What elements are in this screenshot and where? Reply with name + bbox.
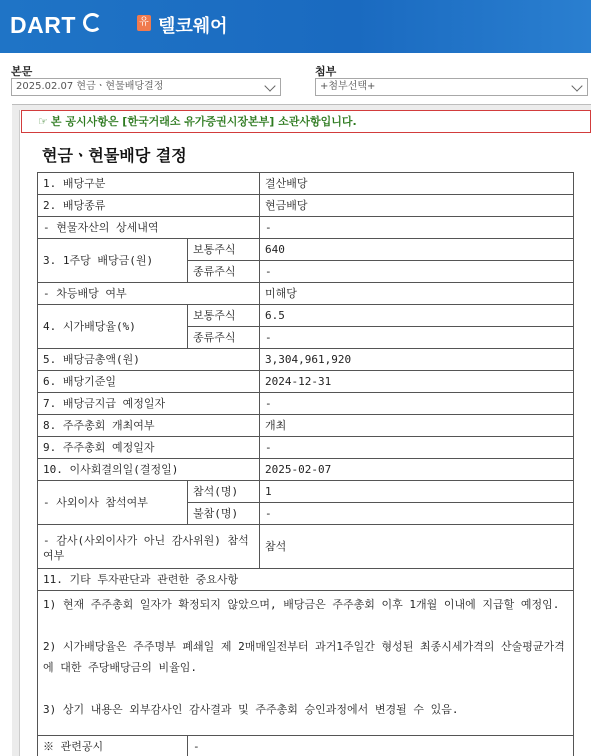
row-label: 7. 배당금지급 예정일자 xyxy=(38,393,260,415)
note-item: 2) 시가배당율은 주주명부 폐쇄일 제 2매매일전부터 과거1주일간 형성된 최종시세가격의 산술평균가격에 대한 주당배당금의 비율임. xyxy=(43,640,565,674)
row-value: - xyxy=(260,327,574,349)
notes-cell xyxy=(38,591,574,736)
table-row xyxy=(38,305,574,327)
row-value: 640 xyxy=(260,239,574,261)
jurisdiction-notice xyxy=(21,110,591,133)
table-row xyxy=(38,371,574,393)
row-value: 개최 xyxy=(260,415,574,437)
row-value: 6.5 xyxy=(260,305,574,327)
market-badge: 유 xyxy=(137,15,151,31)
row-value: - xyxy=(260,503,574,525)
notice-text: 본 공시사항은 [한국거래소 유가증권시장본부] 소관사항입니다. xyxy=(50,115,357,128)
row-sublabel: 보통주식 xyxy=(188,305,260,327)
table-row xyxy=(38,437,574,459)
table-row xyxy=(38,459,574,481)
table-row xyxy=(38,393,574,415)
table-row xyxy=(38,525,574,569)
attach-select-label: 첨부 xyxy=(315,65,337,78)
pointing-hand-icon: ☞ xyxy=(38,115,48,128)
row-value: 2024-12-31 xyxy=(260,371,574,393)
note-item: 1) 현재 주주총회 일자가 확정되지 않았으며, 배당금은 주주총회 이후 1개월 이내에 지급할 예정임. xyxy=(43,598,560,611)
row-value: 1 xyxy=(260,481,574,503)
row-label: ※ 관련공시 xyxy=(38,736,188,756)
row-value: - xyxy=(188,736,574,756)
table-row xyxy=(38,173,574,195)
row-label: - 감사(사외이사가 아닌 감사위원) 참석여부 xyxy=(38,525,260,569)
row-sublabel: 참석(명) xyxy=(188,481,260,503)
table-row xyxy=(38,217,574,239)
row-label: - 사외이사 참석여부 xyxy=(38,481,188,525)
attach-select-value: +첨부선택+ xyxy=(320,81,376,92)
row-label: 2. 배당종류 xyxy=(38,195,260,217)
top-bar xyxy=(0,0,591,53)
row-sublabel: 종류주식 xyxy=(188,261,260,283)
disclosure-table xyxy=(37,172,574,756)
row-value: - xyxy=(260,393,574,415)
table-row xyxy=(38,591,574,736)
row-value: 3,304,961,920 xyxy=(260,349,574,371)
table-row xyxy=(38,195,574,217)
dart-logo-mark-icon xyxy=(83,13,102,32)
row-label: 5. 배당금총액(원) xyxy=(38,349,260,371)
chevron-down-icon xyxy=(264,80,275,91)
table-row xyxy=(38,569,574,591)
page-title: 현금ㆍ현물배당 결정 xyxy=(42,146,187,165)
main-document-select[interactable] xyxy=(11,78,281,96)
row-value: - xyxy=(260,437,574,459)
main-select-label: 본문 xyxy=(11,65,33,78)
row-value: 참석 xyxy=(260,525,574,569)
row-label: - 현물자산의 상세내역 xyxy=(38,217,260,239)
row-label: 6. 배당기준일 xyxy=(38,371,260,393)
company-name[interactable]: 텔코웨어 xyxy=(158,16,228,37)
row-value: 미해당 xyxy=(260,283,574,305)
row-label: 8. 주주총회 개최여부 xyxy=(38,415,260,437)
row-label: 1. 배당구분 xyxy=(38,173,260,195)
row-label: 3. 1주당 배당금(원) xyxy=(38,239,188,283)
note-item: 3) 상기 내용은 외부감사인 감사결과 및 주주총회 승인과정에서 변경될 수 있음. xyxy=(43,703,459,716)
row-label: 10. 이사회결의일(결정일) xyxy=(38,459,260,481)
table-row xyxy=(38,239,574,261)
table-row xyxy=(38,349,574,371)
table-row xyxy=(38,415,574,437)
table-row xyxy=(38,481,574,503)
row-sublabel: 불참(명) xyxy=(188,503,260,525)
row-sublabel: 보통주식 xyxy=(188,239,260,261)
row-label: 4. 시가배당율(%) xyxy=(38,305,188,349)
chevron-down-icon xyxy=(571,80,582,91)
dart-logo[interactable]: DART xyxy=(10,12,76,38)
row-value: - xyxy=(260,261,574,283)
row-label: - 차등배당 여부 xyxy=(38,283,260,305)
row-label: 9. 주주총회 예정일자 xyxy=(38,437,260,459)
row-value: - xyxy=(260,217,574,239)
table-row xyxy=(38,736,574,756)
row-value: 결산배당 xyxy=(260,173,574,195)
row-sublabel: 종류주식 xyxy=(188,327,260,349)
main-document-select-value: 2025.02.07 현금ㆍ현물배당결정 xyxy=(16,81,164,92)
row-value: 현금배당 xyxy=(260,195,574,217)
table-row xyxy=(38,283,574,305)
attach-select[interactable] xyxy=(315,78,588,96)
row-value: 2025-02-07 xyxy=(260,459,574,481)
row-label: 11. 기타 투자판단과 관련한 중요사항 xyxy=(38,569,574,591)
